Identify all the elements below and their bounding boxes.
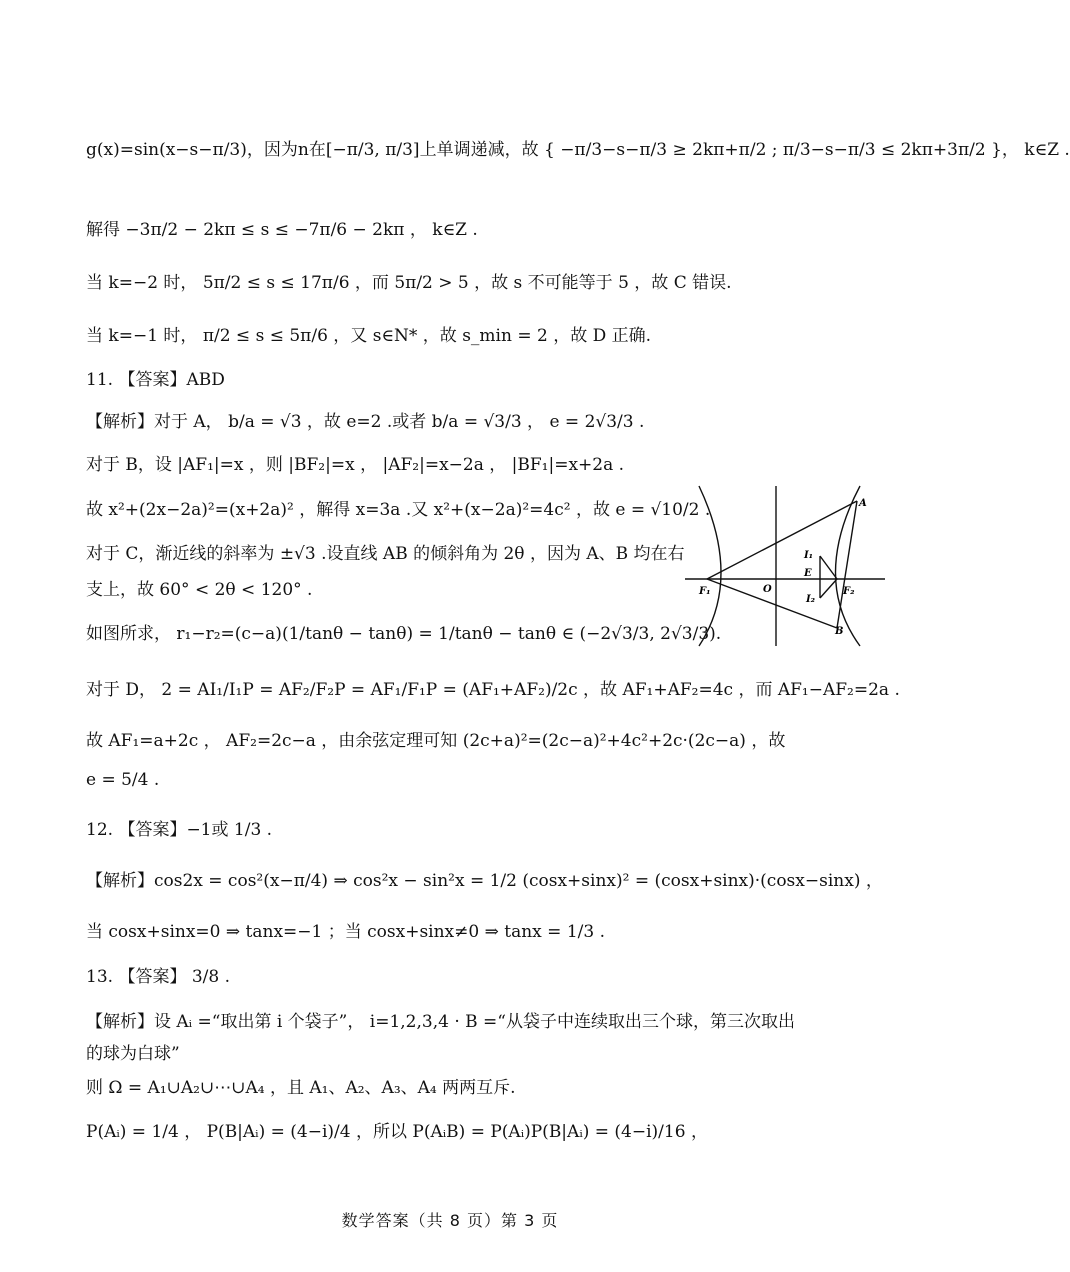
page-footer: 数学答案（共 8 页）第 3 页 <box>341 1211 559 1230</box>
answer-12-heading: 12. 【答案】−1或 1/3 . <box>86 820 273 840</box>
analysis-11-c: 对于 C，渐近线的斜率为 ±√3 .设直线 AB 的倾斜角为 2θ ，因为 A、B 均在右 <box>86 544 685 564</box>
analysis-13-probability: P(Aᵢ) = 1/4 ， P(B|Aᵢ) = (4−i)/4 ，所以 P(AᵢB) = P(Aᵢ)P(B|Aᵢ) = (4−i)/16 ， <box>86 1122 708 1142</box>
line-solve-range: 解得 −3π/2 − 2kπ ≤ s ≤ −7π/6 − 2kπ ， k∈Z . <box>86 220 478 240</box>
segment-F1-B <box>707 579 837 628</box>
label-O: O <box>763 584 772 595</box>
label-I2: I₂ <box>806 594 816 605</box>
analysis-12: 【解析】cos2x = cos²(x−π/4) ⇒ cos²x − sin²x = 1/2 (cosx+sinx)² = (cosx+sinx)·(cosx−sinx) ， <box>86 871 883 891</box>
analysis-13-def: 【解析】设 Aᵢ =“取出第 i 个袋子”， i=1,2,3,4 · B =“从袋子中连续取出三个球，第三次取出 <box>86 1012 795 1032</box>
analysis-11-a: 【解析】对于 A， b/a = √3 ，故 e=2 .或者 b/a = √3/3 ， e = 2√3/3 . <box>86 412 645 432</box>
analysis-11-d-cos: 故 AF₁=a+2c ， AF₂=2c−a ，由余弦定理可知 (2c+a)²=(2c−a)²+4c²+2c·(2c−a) ，故 <box>86 731 786 751</box>
line-k-minus-1: 当 k=−1 时， π/2 ≤ s ≤ 5π/6 ，又 s∈N* ，故 s_min = 2 ，故 D 正确. <box>86 326 652 346</box>
label-I1: I₁ <box>804 550 814 561</box>
label-F2: F₂ <box>843 586 855 597</box>
analysis-11-d: 对于 D， 2 = AI₁/I₁P = AF₂/F₂P = AF₁/F₁P = (AF₁+AF₂)/2c ，故 AF₁+AF₂=4c ，而 AF₁−AF₂=2a . <box>86 680 900 700</box>
analysis-11-b-solve: 故 x²+(2x−2a)²=(x+2a)² ，解得 x=3a .又 x²+(x−2a)²=4c² ，故 e = √10/2 . <box>86 500 711 520</box>
label-F1: F₁ <box>699 586 711 597</box>
analysis-13-omega: 则 Ω = A₁∪A₂∪⋯∪A₄ ，且 A₁、A₂、A₃、A₄ 两两互斥. <box>86 1078 516 1098</box>
label-E: E <box>804 568 812 579</box>
line-k-minus-2: 当 k=−2 时， 5π/2 ≤ s ≤ 17π/6 ，而 5π/2 > 5 ，故 s 不可能等于 5 ，故 C 错误. <box>86 273 732 293</box>
tangent-I2 <box>820 579 837 598</box>
label-A: A <box>859 498 867 509</box>
line-g-definition: g(x)=sin(x−s−π/3)，因为n在[−π/3, π/3]上单调递减，故 { −π/3−s−π/3 ≥ 2kπ+π/2 ; π/3−s−π/3 ≤ 2kπ+3π/2 }， k∈Z . <box>86 140 1070 160</box>
analysis-11-c-radius: 如图所求， r₁−r₂=(c−a)(1/tanθ − tanθ) = 1/tanθ − tanθ ∈ (−2√3/3, 2√3/3). <box>86 624 722 644</box>
tangent-I1 <box>820 556 837 579</box>
answer-13-heading: 13. 【答案】 3/8 . <box>86 967 231 987</box>
segment-F1-A <box>707 501 857 579</box>
analysis-12-cases: 当 cosx+sinx=0 ⇒ tanx=−1 ；当 cosx+sinx≠0 ⇒ tanx = 1/3 . <box>86 922 605 942</box>
hyperbola-left-branch <box>699 486 721 646</box>
analysis-11-b: 对于 B，设 |AF₁|=x ，则 |BF₂|=x ， |AF₂|=x−2a ， |BF₁|=x+2a . <box>86 455 625 475</box>
answer-11-heading: 11. 【答案】ABD <box>86 370 225 390</box>
analysis-13-def-cont: 的球为白球” <box>86 1044 180 1064</box>
chord-AB <box>837 501 857 628</box>
analysis-11-d-result: e = 5/4 . <box>86 770 160 790</box>
analysis-11-c-cont: 支上，故 60° < 2θ < 120° . <box>86 580 313 600</box>
hyperbola-figure <box>685 486 885 646</box>
label-B: B <box>835 626 844 637</box>
